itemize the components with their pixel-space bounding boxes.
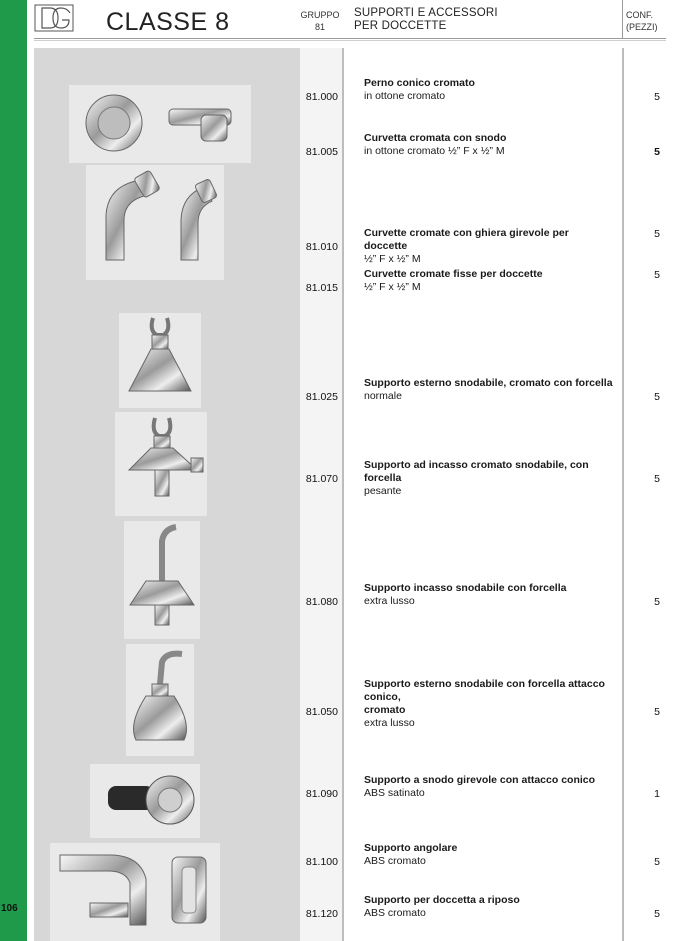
product-description [364, 268, 614, 294]
conf-header [626, 9, 658, 33]
product-code: 81.000 [305, 91, 338, 103]
gruppo-number: 81 [314, 22, 325, 32]
product-description [364, 459, 614, 498]
product-subtitle: extra lusso [364, 595, 415, 607]
product-subtitle: ½” F x ½” M [364, 253, 421, 265]
product-qty: 5 [654, 146, 660, 158]
product-code: 81.080 [305, 596, 338, 608]
product-title: Supporto ad incasso cromato snodabile, con forcella [364, 459, 589, 484]
header-divider [622, 0, 623, 38]
product-qty: 5 [654, 706, 660, 718]
product-title: Curvette cromate fisse per doccette [364, 268, 543, 280]
product-title: Curvette cromate con ghiera girevole per doccette [364, 227, 569, 252]
product-qty: 5 [654, 856, 660, 868]
section-title-line1: SUPPORTI E ACCESSORI [354, 7, 498, 19]
product-description [364, 227, 614, 266]
product-description [364, 77, 614, 103]
product-code: 81.005 [305, 146, 338, 158]
product-subtitle: ABS cromato [364, 907, 426, 919]
section-title-line2: PER DOCCETTE [354, 20, 447, 32]
product-code: 81.015 [305, 282, 338, 294]
section-title [354, 7, 498, 33]
product-photo-perno-conico [69, 85, 251, 163]
product-photo-curvette [86, 165, 224, 280]
code-column [300, 48, 342, 941]
product-subtitle: ABS satinato [364, 787, 425, 799]
product-code: 81.070 [305, 473, 338, 485]
column-rule-left [342, 48, 344, 941]
product-qty: 5 [654, 596, 660, 608]
product-title: Supporto esterno snodabile con forcella attacco conico, [364, 678, 605, 703]
product-title: Supporto incasso snodabile con forcella [364, 582, 567, 594]
product-subtitle: extra lusso [364, 717, 415, 729]
gruppo-label: GRUPPO [300, 10, 340, 20]
product-subtitle: in ottone cromato ½” F x ½” M [364, 145, 505, 157]
product-subtitle: in ottone cromato [364, 90, 446, 102]
product-description [364, 678, 614, 730]
product-description [364, 842, 614, 868]
product-title: Supporto esterno snodabile, cromato con forcella [364, 377, 613, 389]
product-subtitle: pesante [364, 485, 402, 497]
product-photo-angolare-riposo [50, 843, 220, 941]
product-qty: 5 [654, 908, 660, 920]
product-code: 81.050 [305, 706, 338, 718]
gruppo-header [300, 9, 340, 33]
product-qty: 5 [654, 228, 660, 240]
product-code: 81.010 [305, 241, 338, 253]
conf-unit: (PEZZI) [626, 22, 658, 32]
product-photo-supporto-incasso [115, 412, 207, 516]
product-photo-supporto-esterno [119, 313, 201, 408]
product-title: Perno conico cromato [364, 77, 475, 89]
product-description [364, 894, 614, 920]
product-photo-snodo-girevole [90, 764, 200, 838]
product-description [364, 582, 614, 608]
page-number: 106 [1, 903, 18, 914]
product-code: 81.090 [305, 788, 338, 800]
column-rule-right [622, 48, 624, 941]
product-title: Supporto angolare [364, 842, 458, 854]
product-code: 81.120 [305, 908, 338, 920]
product-title: Supporto per doccetta a riposo [364, 894, 520, 906]
product-qty: 5 [654, 91, 660, 103]
product-description [364, 377, 614, 403]
product-title: Supporto a snodo girevole con attacco conico [364, 774, 596, 786]
product-photo-incasso-extra-lusso [124, 521, 200, 639]
product-description [364, 774, 614, 800]
product-description [364, 132, 614, 158]
header-rule [34, 38, 666, 39]
product-qty: 1 [654, 788, 660, 800]
header-rule-light [34, 40, 666, 41]
product-title-cont: cromato [364, 704, 406, 716]
brand-logo [34, 4, 74, 32]
product-qty: 5 [654, 391, 660, 403]
product-subtitle: ABS cromato [364, 855, 426, 867]
product-qty: 5 [654, 269, 660, 281]
product-photo-esterno-attacco-conico [126, 644, 194, 756]
product-qty: 5 [654, 473, 660, 485]
product-subtitle: normale [364, 390, 402, 402]
product-code: 81.025 [305, 391, 338, 403]
product-title: Curvetta cromata con snodo [364, 132, 507, 144]
product-code: 81.100 [305, 856, 338, 868]
conf-label: CONF. [626, 10, 653, 20]
green-side-strip [0, 0, 27, 941]
product-subtitle: ½” F x ½” M [364, 281, 421, 293]
class-title: CLASSE 8 [106, 8, 230, 36]
